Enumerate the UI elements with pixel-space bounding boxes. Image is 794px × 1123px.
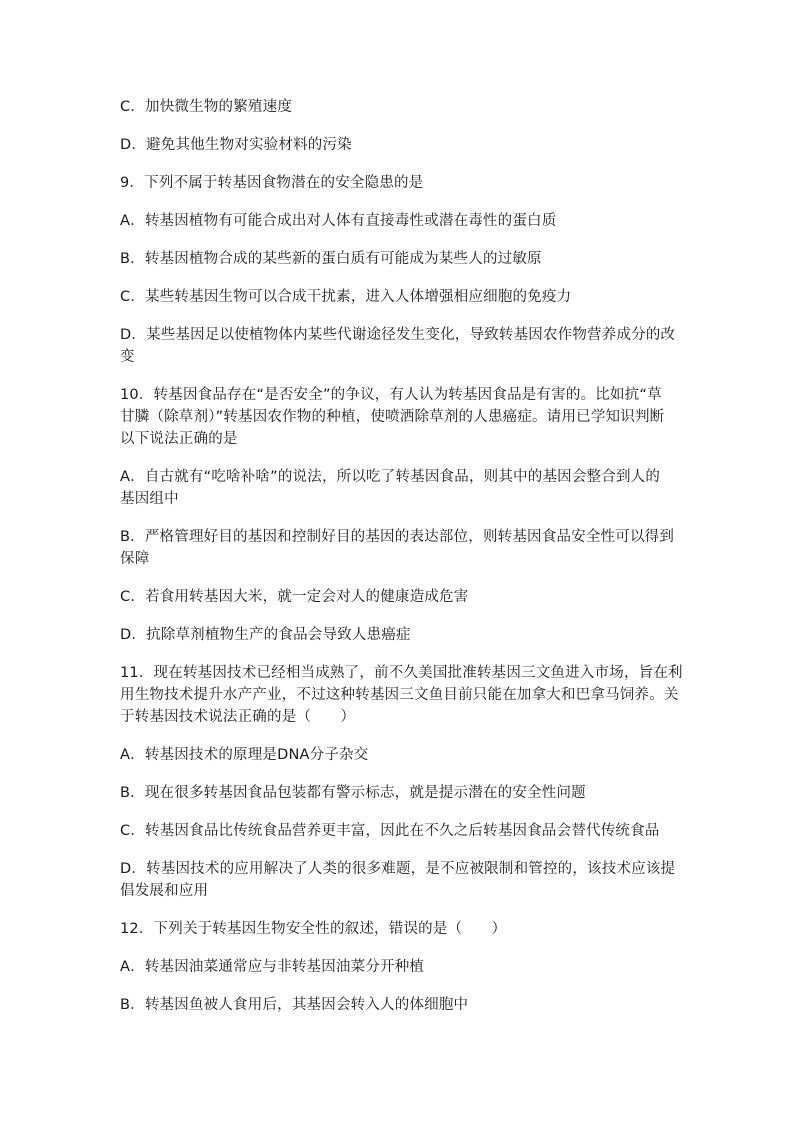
option-12a <box>120 956 680 978</box>
text-line: C．加快微生物的繁殖速度 <box>120 99 293 115</box>
text-line: 变 <box>120 349 135 365</box>
text-line: 以下说法正确的是 <box>120 431 238 447</box>
question-11 <box>120 662 683 728</box>
option-9b <box>120 248 680 270</box>
option-9d <box>120 324 680 368</box>
text-line: D．避免其他生物对实验材料的污染 <box>120 137 352 153</box>
text-line: A．转基因技术的原理是DNA分子杂交 <box>120 747 369 763</box>
option-9a <box>120 210 680 232</box>
text-line: D．某些基因足以使植物体内某些代谢途径发生变化，导致转基因农作物营养成分的改 <box>120 327 676 343</box>
option-10d <box>120 624 680 646</box>
text-line: B．严格管理好目的基因和控制好目的基因的表达部位，则转基因食品安全性可以得到 <box>120 529 675 545</box>
text-line: C．某些转基因生物可以合成干扰素，进入人体增强相应细胞的免疫力 <box>120 289 572 305</box>
question-9 <box>120 172 680 194</box>
text-line: A．转基因油菜通常应与非转基因油菜分开种植 <box>120 959 425 975</box>
text-line: 9．下列不属于转基因食物潜在的安全隐患的是 <box>120 175 424 191</box>
option-11c <box>120 820 680 842</box>
question-12 <box>120 918 680 940</box>
option-12b <box>120 994 680 1016</box>
option-8d <box>120 134 680 156</box>
text-line: D．抗除草剂植物生产的食品会导致人患癌症 <box>120 627 411 643</box>
question-10 <box>120 384 680 450</box>
option-10a <box>120 466 680 510</box>
text-line: 用生物技术提升水产产业，不过这种转基因三文鱼目前只能在加拿大和巴拿马饲养。关 <box>120 687 679 703</box>
text-line: D．转基因技术的应用解决了人类的很多难题，是不应被限制和管控的，该技术应该提 <box>120 861 676 877</box>
text-line: 10．转基因食品存在“是否安全”的争议，有人认为转基因食品是有害的。比如抗“草 <box>120 387 662 403</box>
option-11a <box>120 744 680 766</box>
text-line: 基因组中 <box>120 491 179 507</box>
text-line: C．若食用转基因大米，就一定会对人的健康造成危害 <box>120 589 469 605</box>
text-line: 于转基因技术说法正确的是（ ） <box>120 709 356 725</box>
text-line: C．转基因食品比传统食品营养更丰富，因此在不久之后转基因食品会替代传统食品 <box>120 823 660 839</box>
text-line: A．转基因植物有可能合成出对人体有直接毒性或潜在毒性的蛋白质 <box>120 213 557 229</box>
text-line: B．现在很多转基因食品包装都有警示标志，就是提示潜在的安全性问题 <box>120 785 586 801</box>
text-line: 11．现在转基因技术已经相当成熟了，前不久美国批准转基因三文鱼进入市场，旨在利 <box>120 665 683 681</box>
option-11d <box>120 858 680 902</box>
text-line: 甘膦（除草剂）”转基因农作物的种植，使喷洒除草剂的人患癌症。请用已学知识判断 <box>120 409 665 425</box>
text-line: A．自古就有“吃啥补啥”的说法，所以吃了转基因食品，则其中的基因会整合到人的 <box>120 469 661 485</box>
text-line: B．转基因鱼被人食用后，其基因会转入人的体细胞中 <box>120 997 469 1013</box>
option-11b <box>120 782 680 804</box>
text-line: B．转基因植物合成的某些新的蛋白质有可能成为某些人的过敏原 <box>120 251 542 267</box>
option-10b <box>120 526 680 570</box>
option-8c <box>120 96 680 118</box>
option-10c <box>120 586 680 608</box>
document-body <box>120 96 683 1032</box>
option-9c <box>120 286 680 308</box>
text-line: 保障 <box>120 551 150 567</box>
text-line: 倡发展和应用 <box>120 883 209 899</box>
text-line: 12．下列关于转基因生物安全性的叙述，错误的是（ ） <box>120 921 507 937</box>
